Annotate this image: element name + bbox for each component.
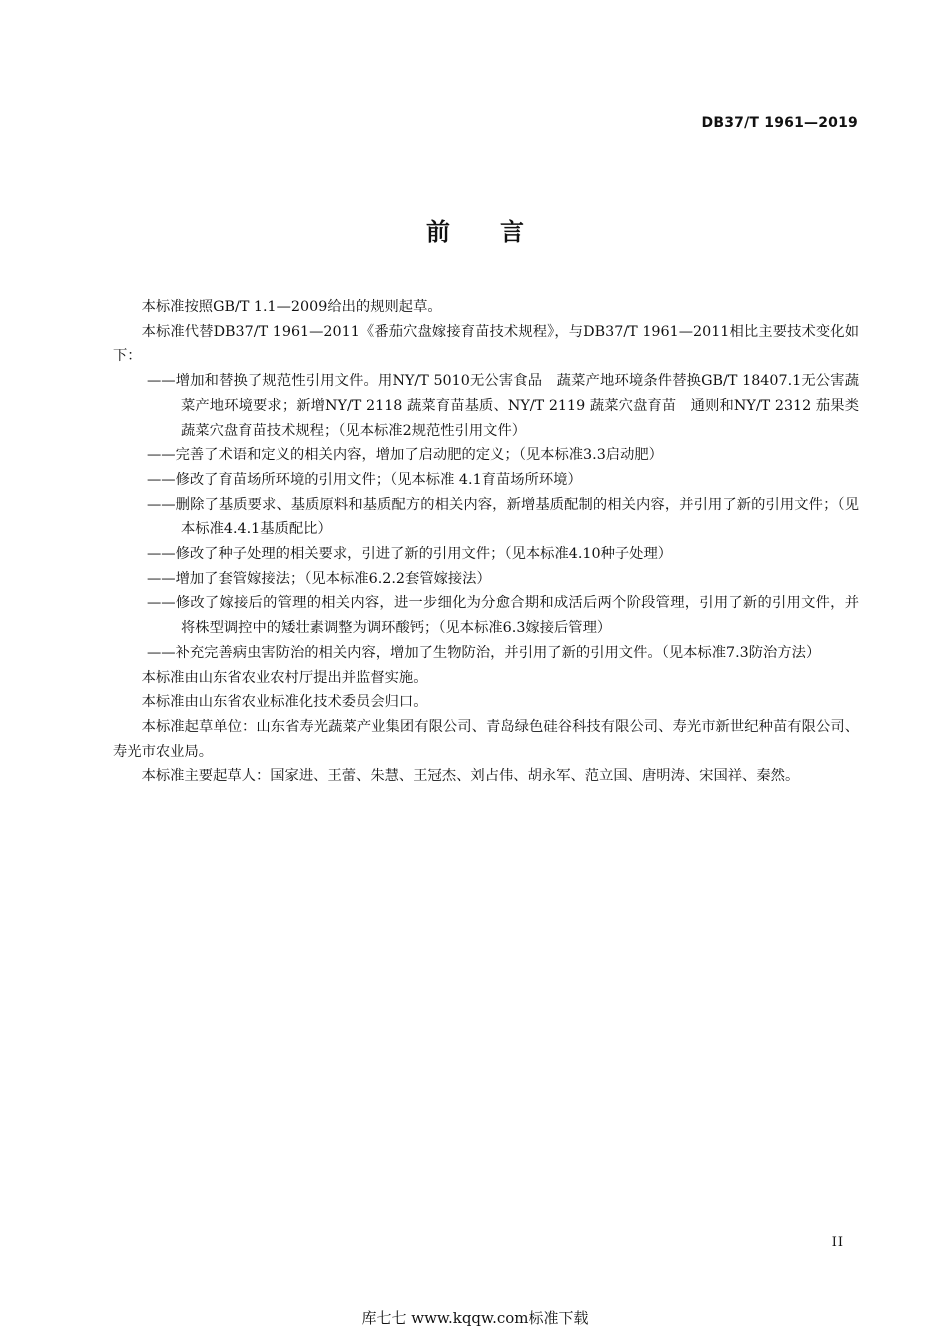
page-number: II [831, 1235, 844, 1250]
title-char-1: 前 [426, 218, 450, 246]
change-item: ——补充完善病虫害防治的相关内容，增加了生物防治，并引用了新的引用文件。（见本标准7.3防治方法） [147, 644, 821, 661]
change-item: ——增加和替换了规范性引用文件。用NY/T 5010无公害食品 蔬菜产地环境条件替换GB/T 18407.1无公害蔬菜产地环境要求；新增NY/T 2118 蔬菜育苗基质、NY/T 2119 蔬菜穴盘育苗 通则和NY/T 2312 茄果类蔬菜穴盘育苗技术规程；（见本标准2规范性引用文件） [147, 373, 859, 439]
paragraph-committee: 本标准由山东省农业标准化技术委员会归口。 [141, 694, 428, 711]
paragraph-replacement: 本标准代替DB37/T 1961—2011《番茄穴盘嫁接育苗技术规程》，与DB37/T 1961—2011相比主要技术变化如下： [113, 323, 859, 365]
change-item: ——删除了基质要求、基质原料和基质配方的相关内容，新增基质配制的相关内容，并引用了新的引用文件；（见本标准4.4.1基质配比） [147, 496, 859, 538]
document-code: DB37/T 1961—2019 [701, 115, 858, 131]
paragraph-proposer: 本标准由山东省农业农村厅提出并监督实施。 [141, 669, 428, 686]
title-char-2: 言 [500, 218, 524, 246]
change-item: ——修改了种子处理的相关要求，引进了新的引用文件；（见本标准4.10种子处理） [147, 546, 673, 563]
change-item: ——修改了育苗场所环境的引用文件；（见本标准 4.1育苗场所环境） [147, 471, 582, 488]
paragraph-drafters: 本标准主要起草人：国家进、王蕾、朱慧、王冠杰、刘占伟、胡永军、范立国、唐明涛、宋国祥、秦然。 [141, 768, 800, 785]
change-item: ——增加了套管嫁接法；（见本标准6.2.2套管嫁接法） [147, 570, 491, 587]
paragraph-drafting-rules: 本标准按照GB/T 1.1—2009给出的规则起草。 [141, 299, 442, 315]
foreword-body [113, 295, 859, 789]
page-title [0, 212, 950, 247]
paragraph-drafting-units: 本标准起草单位：山东省寿光蔬菜产业集团有限公司、青岛绿色硅谷科技有限公司、寿光市新世纪种苗有限公司、寿光市农业局。 [113, 718, 859, 760]
change-item: ——修改了嫁接后的管理的相关内容，进一步细化为分愈合期和成活后两个阶段管理，引用了新的引用文件，并将株型调控中的矮壮素调整为调环酸钙；（见本标准6.3嫁接后管理） [147, 595, 859, 637]
footer-watermark: 库七七 www.kqqw.com标准下载 [361, 1309, 589, 1327]
change-item: ——完善了术语和定义的相关内容，增加了启动肥的定义；（见本标准3.3启动肥） [147, 447, 663, 464]
